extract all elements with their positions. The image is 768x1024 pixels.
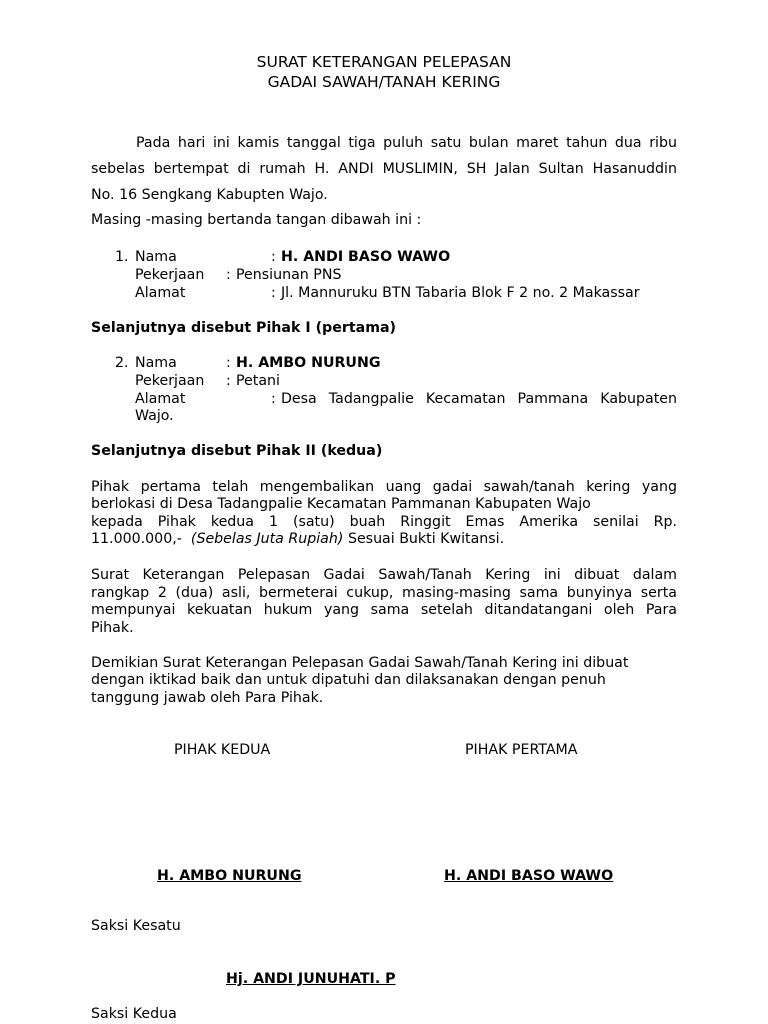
party2-pekerjaan-sep: : xyxy=(226,373,231,389)
paragraph2-line1: Surat Keterangan Pelepasan Gadai Sawah/Tanah Kering ini dibuat dalam xyxy=(91,567,677,583)
party2-nama-label: Nama xyxy=(135,355,177,371)
party2-alamat-value-line1 xyxy=(281,391,677,409)
party1-number: 1. xyxy=(115,249,129,265)
paragraph2-line3: mempunyai kekuatan hukum yang sama setelah ditandatangani oleh Para xyxy=(91,602,677,618)
party2-nama-sep: : xyxy=(226,355,231,371)
paragraph2-line2: rangkap 2 (dua) asli, bermeterai cukup, masing-masing sama bunyinya serta xyxy=(91,585,677,601)
party1-nama-sep: : xyxy=(271,249,276,265)
intro-line-2: sebelas bertempat di rumah H. ANDI MUSLIMIN, SH Jalan Sultan Hasanuddin xyxy=(91,161,677,177)
party2-alamat-sep: : xyxy=(271,391,276,407)
party2-alamat-value-line1-text: Desa Tadangpalie Kecamatan Pammana Kabupaten xyxy=(281,391,677,407)
paragraph1-line4-end: Sesuai Bukti Kwitansi. xyxy=(347,531,505,547)
party1-pekerjaan-label: Pekerjaan xyxy=(135,267,205,283)
witness-first-label: Saksi Kesatu xyxy=(91,918,181,934)
paragraph3-line1: Demikian Surat Keterangan Pelepasan Gadai Sawah/Tanah Kering ini dibuat xyxy=(91,655,629,671)
party1-nama-value: H. ANDI BASO WAWO xyxy=(281,249,451,265)
paragraph1-line3: kepada Pihak kedua 1 (satu) buah Ringgit Emas Amerika senilai Rp. xyxy=(91,514,677,530)
document-title-line2: GADAI SAWAH/TANAH KERING xyxy=(267,73,501,91)
party1-alamat-value: Jl. Mannuruku BTN Tabaria Blok F 2 no. 2 Makassar xyxy=(281,285,640,301)
paragraph1-line1: Pihak pertama telah mengembalikan uang gadai sawah/tanah kering yang xyxy=(91,479,677,495)
paragraph1-line4 xyxy=(91,531,677,549)
paragraph1-amount: 11.000.000,- xyxy=(91,531,182,547)
party1-nama-label: Nama xyxy=(135,249,177,265)
party2-alamat-value-line2: Wajo. xyxy=(135,408,174,424)
party1-alamat-sep: : xyxy=(271,285,276,301)
intro-line-3: No. 16 Sengkang Kabupten Wajo. xyxy=(91,187,328,203)
party1-pekerjaan-sep: : xyxy=(226,267,231,283)
party2-nama-value: H. AMBO NURUNG xyxy=(236,355,381,371)
signature-name-pihak-pertama: H. ANDI BASO WAWO xyxy=(444,868,614,884)
party2-alamat-label: Alamat xyxy=(135,391,186,407)
paragraph1-line2: berlokasi di Desa Tadangpalie Kecamatan Pammanan Kabupaten Wajo xyxy=(91,496,591,512)
party2-number: 2. xyxy=(115,355,129,371)
party1-pekerjaan-value: Pensiunan PNS xyxy=(236,267,342,283)
paragraph2-line4: Pihak. xyxy=(91,620,134,636)
intro-line-1 xyxy=(136,135,677,153)
party2-pekerjaan-label: Pekerjaan xyxy=(135,373,205,389)
witness-first-name: Hj. ANDI JUNUHATI. P xyxy=(226,971,396,987)
party1-alamat-label: Alamat xyxy=(135,285,186,301)
intro-line-4: Masing -masing bertanda tangan dibawah ini : xyxy=(91,212,422,228)
party2-designation: Selanjutnya disebut Pihak II (kedua) xyxy=(91,443,383,459)
signature-heading-pihak-pertama: PIHAK PERTAMA xyxy=(465,742,578,758)
paragraph3-line2: dengan iktikad baik dan untuk dipatuhi dan dilaksanakan dengan penuh xyxy=(91,672,606,688)
signature-name-pihak-kedua: H. AMBO NURUNG xyxy=(157,868,302,884)
paragraph1-amount-words: (Sebelas Juta Rupiah) xyxy=(190,531,344,547)
paragraph3-line3: tanggung jawab oleh Para Pihak. xyxy=(91,690,324,706)
party2-pekerjaan-value: Petani xyxy=(236,373,280,389)
document-title-line1: SURAT KETERANGAN PELEPASAN xyxy=(256,53,512,71)
party1-designation: Selanjutnya disebut Pihak I (pertama) xyxy=(91,320,397,336)
witness-second-label: Saksi Kedua xyxy=(91,1006,177,1022)
signature-heading-pihak-kedua: PIHAK KEDUA xyxy=(174,742,271,758)
intro-line-1-text: Pada hari ini kamis tanggal tiga puluh satu bulan maret tahun dua ribu xyxy=(136,135,677,151)
